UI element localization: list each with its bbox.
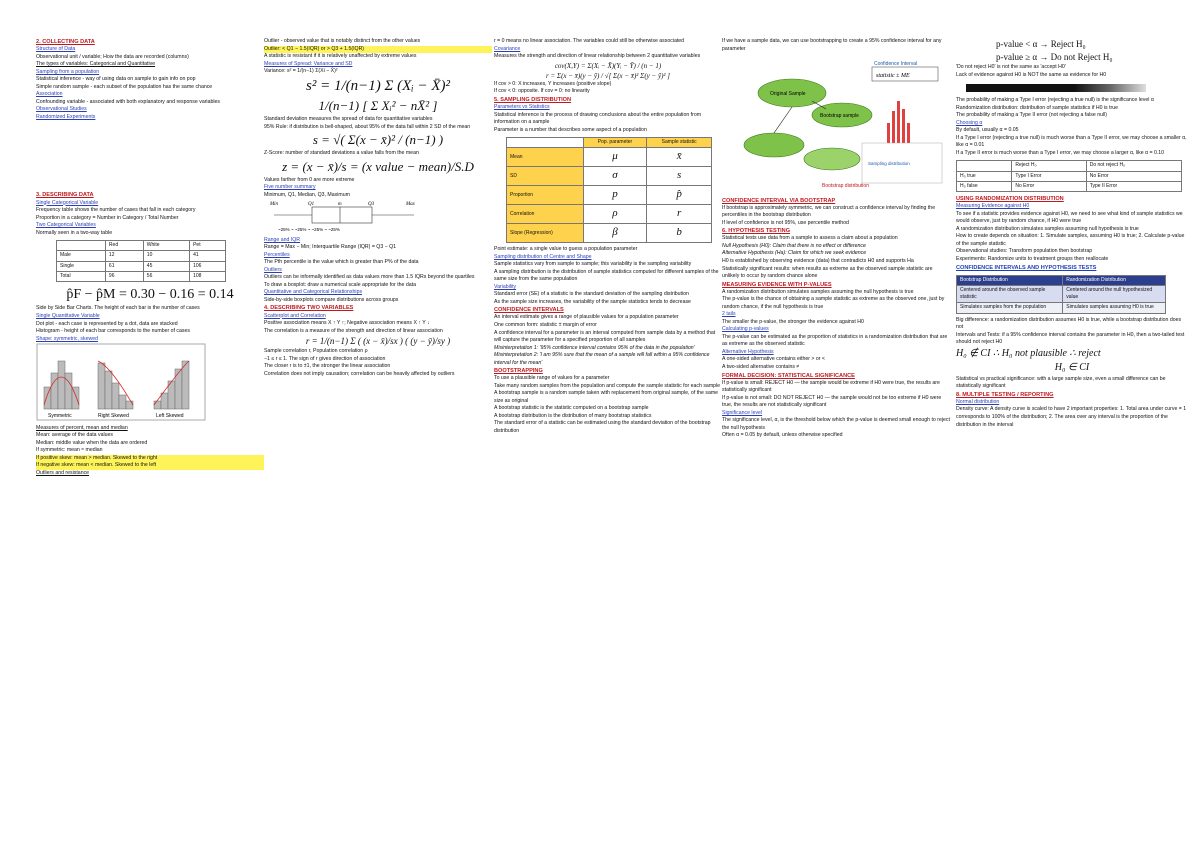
text-line: Normally seen in a two-way table: [36, 229, 113, 236]
sd-formula: s = √( Σ(x − x̄)² / (n−1) ): [312, 132, 444, 148]
text-line: Parameter is a number that describes some aspect of a population: [494, 126, 647, 133]
column-1: [36, 38, 264, 477]
label-symmetric: Symmetric: [48, 413, 72, 420]
text-line: The smaller the p-value, the stronger the evidence against H0: [722, 318, 864, 325]
text-line: Big difference: a randomization distribution assumes H0 is true, while a bootstrap distribution does not: [956, 316, 1182, 331]
text-line: Confounding variable - associated with both explanatory and response variables: [36, 98, 220, 105]
text-line: Alternative Hypothesis (Ha): Claim for which we seek evidence: [722, 250, 867, 257]
text-line: Statistical vs practical significance: with a large sample size, even a small difference can be statistically significant: [956, 375, 1166, 390]
subheading: Five number summary: [264, 184, 316, 191]
text-line: The standard error of a statistic can be estimated using the standard deviation of the bootstrap distribution: [494, 420, 711, 435]
text-line: Dot plot - each case is represented by a dot, data are stacked: [36, 320, 178, 327]
label-left-skewed: Left Skewed: [156, 413, 184, 420]
text-line: Observational studies: Transform population then bootstrap: [956, 248, 1093, 255]
heading-ci-bootstrap: CONFIDENCE INTERVAL VIA BOOTSTRAP: [722, 197, 836, 204]
text-line: Observational unit / variable; How the data are recorded (columns): [36, 53, 189, 60]
text-line: Null Hypothesis (H0): Claim that there is no effect or difference: [722, 242, 866, 249]
text-line: Variance: s² = 1/(n−1) Σ(Xi − X̄)²: [264, 68, 338, 75]
subheading: Structure of Data: [36, 46, 76, 53]
text-line: A randomization distribution simulates samples assuming the null hypothesis is true: [722, 288, 914, 295]
two-way-table: Red White Pet Male 12 10 41 Single 61 45 106 Total 96 56 108: [56, 240, 226, 282]
text-line: A two-sided alternative contains ≠: [722, 364, 800, 371]
text-line: If a Type I error (rejecting a true null) is much worse than a Type II error, we may choose a smaller α, like α = 0.01: [956, 134, 1187, 149]
pvalue-rule: p-value < α → Reject H₀: [996, 39, 1086, 49]
diagram-statistic: statistic ± ME: [876, 73, 910, 80]
text-line: Statistical tests use data from a sample to assess a claim about a population: [722, 235, 898, 242]
text-line: Randomization distribution: distribution of sample statistics if H0 is true: [956, 104, 1119, 111]
subheading: Alternative Hypothesis: [722, 348, 774, 355]
subheading: Shape: symmetric, skewed: [36, 335, 98, 342]
text-line: A bootstrap distribution is the distribution of many bootstrap statistics: [494, 412, 652, 419]
text-line: If bootstrap is approximately symmetric, we can construct a confidence interval by finding the percentiles in the bootstrap distribution: [722, 204, 936, 219]
ci-contains-formula: H₀ ∈ CI: [1054, 362, 1090, 374]
box-percent-label: ~25% ~ ~25% ~ ~25% ~ ~25%: [278, 227, 340, 233]
text-line: Outliers and resistance: [36, 469, 90, 476]
text-line: Measures of percent, mean and median: [36, 424, 128, 431]
boxplot-diagram: [264, 199, 424, 233]
text-line: If p-value is not small: DO NOT REJECT H0 — the sample would not be too extreme if H0 were true, the results are not statistically significant: [722, 394, 942, 409]
subheading: Normal distribution: [956, 398, 1000, 405]
heading-two-variables: 4. DESCRIBING TWO VARIABLES: [264, 305, 354, 312]
text-line: Often α = 0.05 by default, unless otherwise specified: [722, 432, 843, 439]
text-line: Proportion in a category = Number in Category / Total Number: [36, 214, 179, 221]
bootstrap-vs-randomization-table: Bootstrap Distribution Randomization Distribution Centered around the observed sample statistic Centered around the null hypothesized value Simulates samples from the population Simulates samples assuming H0 is true: [956, 275, 1166, 314]
subheading: Measures of Spread: Variance and SD: [264, 60, 353, 67]
text-line: Statistical inference is the process of drawing conclusions about the entire population from information on a sample: [494, 111, 702, 126]
ci-reject-formula: H₀ ∉ CI ∴ H₀ not plausible ∴ reject: [956, 347, 1101, 359]
text-line: Histogram - height of each bar corresponds to the number of cases: [36, 328, 190, 335]
text-line: One common form: statistic ± margin of error: [494, 322, 597, 328]
subheading: Association: [36, 91, 63, 98]
diagram-label: Sampling distribution: [868, 161, 910, 167]
text-line: Correlation does not imply causation; correlation can be heavily affected by outliers: [264, 370, 455, 377]
text-line: H0 is established by observing evidence (data) that contradicts H0 and supports Ha: [722, 258, 914, 264]
subheading: Significance level: [722, 409, 763, 416]
heading-formal-decision: FORMAL DECISION: STATISTICAL SIGNIFICANCE: [722, 372, 855, 379]
text-line: To see if a statistic provides evidence against H0, we need to see what kind of sample statistics we would observe, just by random chance, if H0 were true: [956, 210, 1183, 225]
text-line: Minimum, Q1, Median, Q3, Maximum: [264, 191, 350, 198]
text-line: Lack of evidence against H0 is NOT the same as evidence for H0: [956, 71, 1107, 78]
label-right-skewed: Right Skewed: [98, 413, 129, 420]
text-line: Z-Score: number of standard deviations a value falls from the mean: [264, 150, 419, 157]
text-line: If a Type II error is much worse than a Type I error, we may choose a larger α, like α = 0.10: [956, 149, 1165, 156]
variance-formula: s² = 1/(n−1) Σ (Xᵢ − X̄)²: [306, 77, 450, 94]
parameter-statistic-table: Pop. parameter Sample statistic Mean μ x̄ SD σ s Proportion p p̂ Correlation ρ r Slope (Regression) β b: [506, 137, 712, 243]
diagram-title: Confidence Interval: [874, 61, 918, 68]
text-line: Sample statistics vary from sample to sample; this variability is the sampling variability: [494, 261, 692, 268]
text-line: An interval estimate gives a range of plausible values for a population parameter: [494, 314, 679, 321]
zscore-formula: z = (x − x̄)/s = (x value − mean)/S.D: [282, 158, 474, 174]
difference-formula: p̂F − p̂M = 0.30 − 0.16 = 0.14: [66, 287, 234, 303]
subheading: Sampling from a population: [36, 68, 100, 75]
text-line: How to create depends on situation: 1. Simulate samples, assuming H0 is true; 2. Calculate p-value of the sample statistic: [956, 233, 1185, 247]
text-line: The p-value can be estimated as the proportion of statistics in a randomization distribution that are as extreme as the observed statistic: [722, 333, 948, 348]
text-line: The closer r is to ±1, the stronger the linear association: [264, 363, 391, 370]
box-label: Min: [270, 202, 279, 208]
text-line: Median: middle value when the data are ordered: [36, 439, 148, 446]
text-line: Take many random samples from the population and compute the sample statistic for each sample: [494, 382, 721, 389]
error-types-table: Reject H₀ Do not reject H₀ H₀ true Type I Error No Error H₀ false No Error Type II Error: [956, 160, 1182, 192]
heading-randomization: USING RANDOMIZATION DISTRIBUTION: [956, 196, 1064, 203]
text-line: If we have a sample data, we can use bootstrapping to create a 95% confidence interval for any parameter: [722, 38, 942, 52]
diagram-label: Bootstrap distribution: [822, 183, 869, 190]
column-3: [494, 38, 722, 436]
subheading: Measuring Evidence against H0: [956, 203, 1030, 210]
text-line: Side by Side Bar Charts. The height of each bar is the number of cases: [36, 305, 200, 312]
spacer: [36, 121, 264, 191]
text-line: Measures the strength and direction of linear relationship between 2 quantitative variables: [494, 53, 701, 60]
box-label: Q1: [308, 202, 315, 208]
heading-collecting-data: 2. COLLECTING DATA: [36, 39, 95, 45]
text-line: 95% Rule: if distribution is bell-shaped, about 95% of the data fall within 2 SD of the mean: [264, 123, 471, 130]
diagram-label: Original Sample: [770, 91, 806, 98]
text-line: Misinterpretation 2: 'I am 95% sure that the mean of a sample will fall within a 95% confidence interval for the mean': [494, 352, 710, 366]
subheading: Single Quantitative Variable: [36, 313, 100, 320]
text-line: Misinterpretation 1: '95% confidence interval contains 95% of the data in the population': [494, 344, 695, 351]
text-line: The p-value is the chance of obtaining a sample statistic as extreme as the observed one, just by random chance, if the null hypothesis is true: [722, 296, 945, 310]
text-line: A randomization distribution simulates samples assuming null hypothesis is true: [956, 225, 1139, 232]
text-line: As the sample size increases, the variability of the sample statistics tends to decrease: [494, 298, 691, 305]
text-line: 'Do not reject H0' is not the same as 'accept H0': [956, 64, 1066, 71]
subheading: 2 tails: [722, 311, 736, 318]
evidence-gradient-bar: [966, 84, 1146, 92]
text-line: −1 ≤ r ≤ 1. The sign of r gives direction of association: [264, 355, 386, 362]
text-line: A statistic is resistant if it is relatively unaffected by extreme values: [264, 53, 417, 60]
r-formula: r = Σ(x − x̄)(y − ȳ) / √[ Σ(x − x̄)² Σ(y − ȳ)² ]: [545, 71, 670, 80]
text-line: Statistically significant results: when results as extreme as the observed sample statistic are unlikely to occur by random chance alone: [722, 265, 933, 280]
text-line: Standard error (SE) of a statistic is the standard deviation of the sampling distribution: [494, 291, 689, 298]
bootstrap-diagram: [722, 53, 947, 193]
subheading: Randomized Experiments: [36, 113, 96, 120]
text-line: Statistical inference - way of using data on sample to gain info on pop: [36, 76, 196, 83]
subheading: Outliers: [264, 266, 282, 273]
text-line: If level of confidence is not 95%, use percentile method: [722, 219, 849, 226]
subheading: Variability: [494, 283, 517, 290]
text-line: Density curve: A density curve is scaled to have 2 important properties: 1. Total area under curve = 1 corresponds to 100% of the distribution; 2. The area over any interval is the proportion of the distribution in the interval: [956, 406, 1187, 428]
text-line: r = 0 means no linear association. The variables could still be otherwise associated: [494, 38, 685, 44]
correlation-formula: r = 1/(n−1) Σ ( (x − x̄)/sx ) ( (y − ȳ)/sy ): [305, 336, 451, 347]
text-line: Intervals and Tests: if a 95% confidence interval contains the parameter in H0, then a two-tailed test should not reject H0: [956, 331, 1185, 346]
text-line: Outlier - observed value that is notably distinct from the other values: [264, 38, 421, 44]
covariance-formula: cov(X,Y) = Σ(Xᵢ − X̄)(Yᵢ − Ȳ) / (n − 1): [554, 61, 662, 70]
text-line: By default, usually α = 0.05: [956, 127, 1019, 134]
text-line: Frequency table shows the number of cases that fall in each category: [36, 207, 196, 214]
subheading: Parameters vs Statistics: [494, 104, 550, 111]
highlighted-line: If positive skew: mean > median. Skewed to the right: [36, 455, 264, 463]
text-line: Sample correlation r, Population correlation ρ: [264, 348, 368, 355]
subheading: Sampling distribution of Centre and Shape: [494, 253, 592, 260]
highlighted-line: If negative skew: mean < median. Skewed to the left: [36, 462, 264, 470]
heading-p-values: MEASURING EVIDENCE WITH P-VALUES: [722, 281, 832, 288]
heading-multiple-testing: 8. MULTIPLE TESTING / REPORTING: [956, 391, 1054, 398]
heading-sampling: 5. SAMPLING DISTRIBUTION: [494, 96, 572, 103]
text-line: The probability of making a Type II error (not rejecting a false null): [956, 112, 1107, 119]
text-line: The correlation is a measure of the strength and direction of linear association: [264, 327, 443, 334]
text-line: Range = Max − Min; Interquartile Range (IQR) = Q3 − Q1: [264, 244, 397, 251]
text-line: To draw a boxplot: draw a numerical scale appropriate for the data: [264, 281, 416, 288]
subheading: Quantitative and Categorical Relationships: [264, 289, 363, 296]
subheading: Observational Studies: [36, 106, 87, 113]
diagram-label: Bootstrap sample: [820, 113, 859, 120]
highlighted-line: Outlier: < Q1 − 1.5(IQR) or > Q3 + 1.5(IQR): [264, 46, 492, 54]
text-line: A one-sided alternative contains either > or <: [722, 356, 825, 363]
heading-describing-data: 3. DESCRIBING DATA: [36, 192, 94, 199]
text-line: Values farther from 0 are more extreme: [264, 176, 355, 183]
box-label: m: [338, 202, 342, 208]
pvalue-rule: p-value ≥ α → Do not Reject H₀: [996, 52, 1113, 63]
text-line: Positive association means X ↑ Y ↑; Negative association means X ↑ Y ↓: [264, 320, 430, 327]
column-4: [722, 38, 950, 440]
text-line: A sampling distribution is the distribution of sample statistics computed for different samples of the same size from the same population: [494, 268, 719, 283]
subheading: Two Categorical Variables: [36, 222, 96, 229]
subheading: Choosing α: [956, 119, 983, 126]
text-line: Outliers can be informally identified as data values more than 1.5 IQRs beyond the quartiles: [264, 274, 475, 281]
text-line: Simple random sample - each subset of the population has the same chance: [36, 83, 213, 90]
text-line: Mean: average of the data values: [36, 432, 113, 439]
box-label: Max: [406, 202, 415, 208]
subheading: Calculating p-values: [722, 326, 769, 333]
text-line: The Pth percentile is the value which is greater than P% of the data: [264, 259, 419, 266]
text-line: Standard deviation measures the spread of data for quantitative variables: [264, 116, 433, 123]
text-line: If cov < 0: opposite. If cov = 0: no linearity: [494, 88, 590, 95]
text-line: Experiments: Randomize units to treatment groups then reallocate: [956, 255, 1109, 262]
heading-confidence-intervals: CONFIDENCE INTERVALS: [494, 307, 564, 314]
column-5: [956, 38, 1188, 429]
column-2: [264, 38, 492, 378]
text-line: If symmetric: mean ≈ median: [36, 447, 103, 454]
subheading: Scatterplot and Correlation: [264, 312, 326, 319]
subheading: Covariance: [494, 45, 521, 52]
heading-ci-and-tests: CONFIDENCE INTERVALS AND HYPOTHESIS TESTS: [956, 264, 1097, 271]
text-line: The significance level, α, is the threshold below which the p-value is deemed small enough to reject the null hypothesis: [722, 417, 950, 431]
text-line: If p-value is small: REJECT H0 — the sample would be extreme if H0 were true, the results are statistically significant: [722, 379, 940, 394]
text-line: A bootstrap sample is a random sample taken with replacement from original sample, of the same size as original: [494, 390, 719, 404]
text-line: A confidence interval for a parameter is an interval computed from sample data by a method that will capture the parameter for a specified proportion of all samples: [494, 329, 716, 344]
subheading: Percentiles: [264, 251, 290, 258]
box-label: Q3: [368, 202, 375, 208]
subheading: Range and IQR: [264, 236, 301, 243]
heading-bootstrapping: BOOTSTRAPPING: [494, 368, 543, 375]
skew-histograms-image: [36, 343, 206, 421]
text-line: Side-by-side boxplots compare distributions across groups: [264, 296, 399, 303]
text-line: A bootstrap statistic is the statistic computed on a bootstrap sample: [494, 405, 649, 412]
text-line: The probability of making a Type I error (rejecting a true null) is the significance level α: [956, 97, 1154, 104]
text-line: To use a plausible range of values for a parameter: [494, 375, 610, 382]
text-line: The types of variables: Categorical and Quantitative: [36, 61, 156, 68]
text-line: Point estimate: a single value to guess a population parameter: [494, 246, 638, 253]
text-line: If cov > 0: X increases, Y increases (positive slope): [494, 80, 612, 87]
subheading: Single Categorical Variable: [36, 199, 99, 206]
heading-hypothesis: 6. HYPOTHESIS TESTING: [722, 228, 791, 235]
variance-alt-formula: 1/(n−1) [ Σ Xᵢ² − nX̄² ]: [318, 98, 438, 114]
